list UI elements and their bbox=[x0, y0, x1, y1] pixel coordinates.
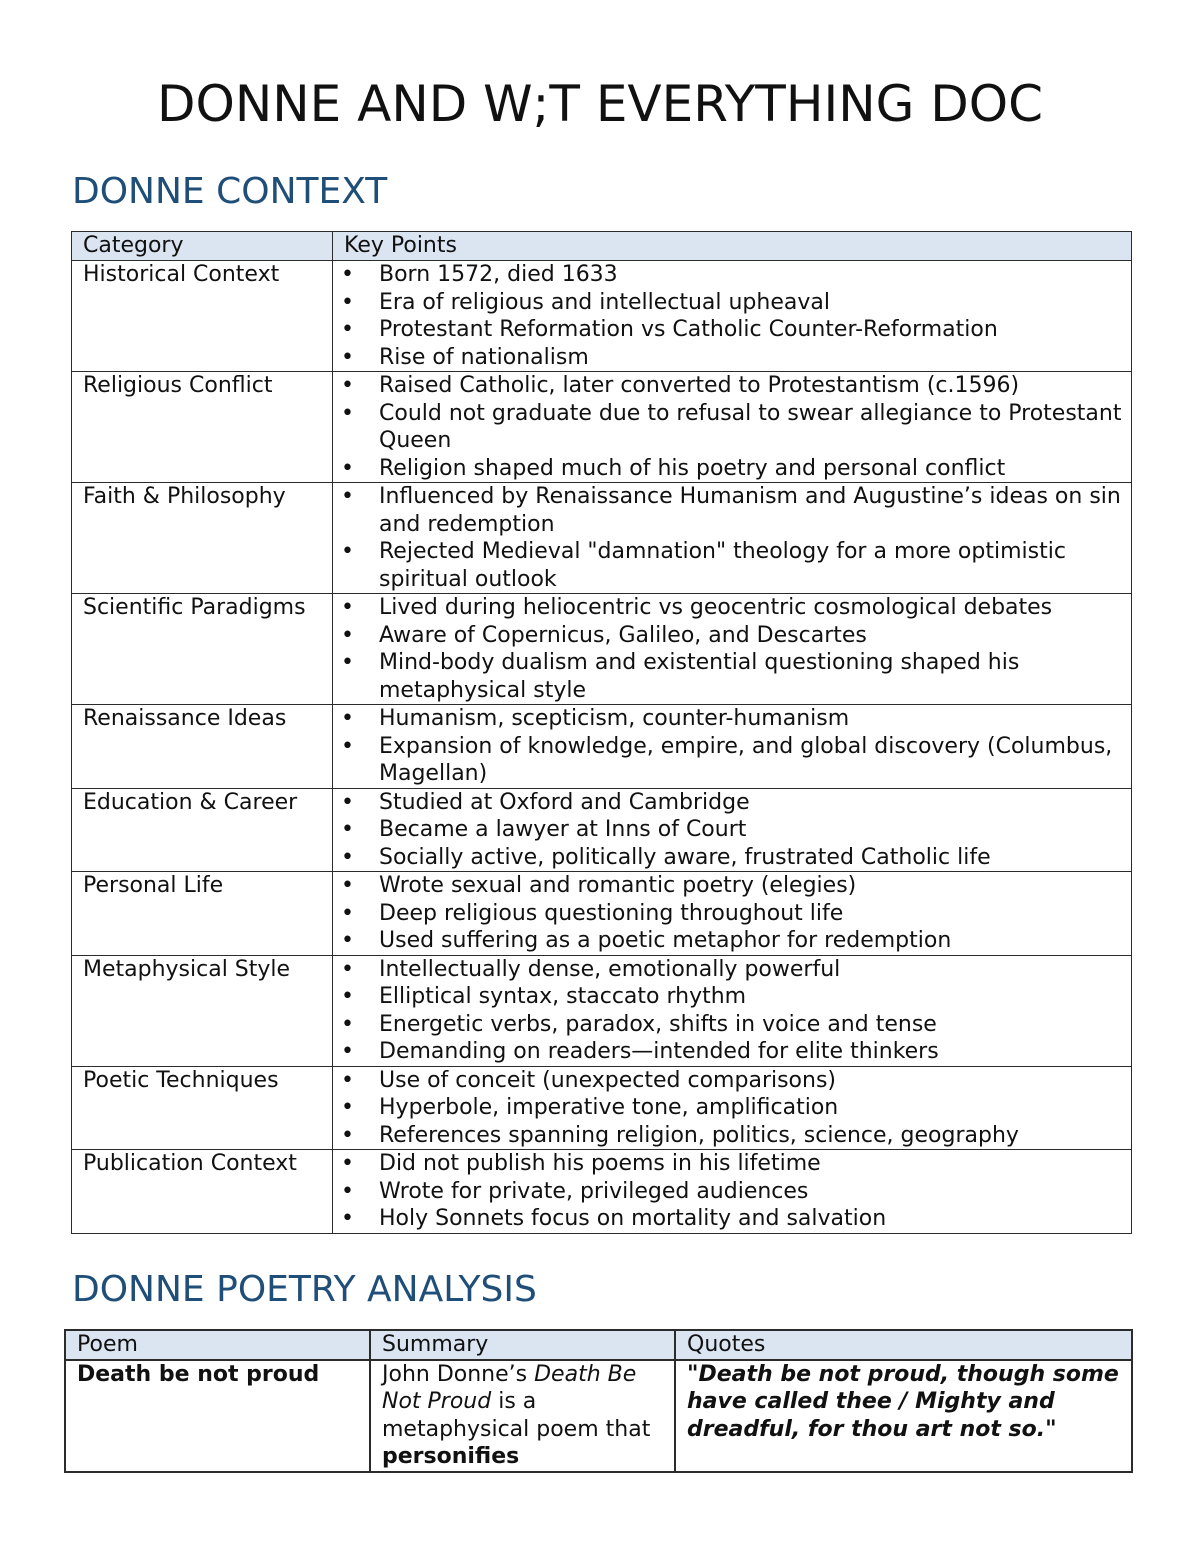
list-item: • Use of conceit (unexpected comparisons) bbox=[333, 1067, 1125, 1095]
list-item: • Elliptical syntax, staccato rhythm bbox=[333, 983, 1125, 1011]
key-points-list bbox=[333, 705, 1125, 788]
list-item: • Energetic verbs, paradox, shifts in voice and tense bbox=[333, 1011, 1125, 1039]
list-item: • Studied at Oxford and Cambridge bbox=[333, 789, 1125, 817]
table-row bbox=[72, 872, 1132, 956]
key-points-list bbox=[333, 1067, 1125, 1150]
list-item: • Mind-body dualism and existential questioning shaped his metaphysical style bbox=[333, 649, 1125, 704]
column-header-quotes: Quotes bbox=[675, 1330, 1132, 1360]
table-header-row bbox=[65, 1330, 1132, 1360]
key-points-cell bbox=[333, 594, 1132, 705]
key-points-cell bbox=[333, 1150, 1132, 1234]
list-item: • Demanding on readers—intended for elite thinkers bbox=[333, 1038, 1125, 1066]
table-row bbox=[72, 1150, 1132, 1234]
list-item: • Used suffering as a poetic metaphor for redemption bbox=[333, 927, 1125, 955]
key-points-list bbox=[333, 1150, 1125, 1233]
list-item: • Humanism, scepticism, counter-humanism bbox=[333, 705, 1125, 733]
context-table bbox=[71, 231, 1132, 1234]
table-row bbox=[72, 372, 1132, 483]
table-row bbox=[72, 788, 1132, 872]
key-points-list bbox=[333, 594, 1125, 704]
table-row bbox=[65, 1360, 1132, 1472]
list-item: • Wrote for private, privileged audiences bbox=[333, 1178, 1125, 1206]
key-points-list bbox=[333, 483, 1125, 593]
key-points-cell bbox=[333, 788, 1132, 872]
table-header-row bbox=[72, 232, 1132, 261]
list-item: • Holy Sonnets focus on mortality and salvation bbox=[333, 1205, 1125, 1233]
list-item: • Deep religious questioning throughout life bbox=[333, 900, 1125, 928]
category-cell: Education & Career bbox=[72, 788, 333, 872]
list-item: • Era of religious and intellectual upheaval bbox=[333, 289, 1125, 317]
key-points-list bbox=[333, 956, 1125, 1066]
list-item: • Lived during heliocentric vs geocentric cosmological debates bbox=[333, 594, 1125, 622]
column-header-category: Category bbox=[72, 232, 333, 261]
category-cell: Religious Conflict bbox=[72, 372, 333, 483]
list-item: • References spanning religion, politics, science, geography bbox=[333, 1122, 1125, 1150]
list-item: • Raised Catholic, later converted to Protestantism (c.1596) bbox=[333, 372, 1125, 400]
category-cell: Metaphysical Style bbox=[72, 955, 333, 1066]
table-row bbox=[72, 1066, 1132, 1150]
key-points-cell bbox=[333, 483, 1132, 594]
list-item: • Aware of Copernicus, Galileo, and Descartes bbox=[333, 622, 1125, 650]
list-item: • Rise of nationalism bbox=[333, 344, 1125, 372]
column-header-summary: Summary bbox=[370, 1330, 675, 1360]
key-points-list bbox=[333, 872, 1125, 955]
list-item: • Rejected Medieval "damnation" theology for a more optimistic spiritual outlook bbox=[333, 538, 1125, 593]
document-title: DONNE AND W;T EVERYTHING DOC bbox=[156, 75, 1044, 133]
key-points-cell bbox=[333, 955, 1132, 1066]
poetry-table bbox=[64, 1329, 1133, 1473]
table-row bbox=[72, 594, 1132, 705]
list-item: • Wrote sexual and romantic poetry (elegies) bbox=[333, 872, 1125, 900]
category-cell: Faith & Philosophy bbox=[72, 483, 333, 594]
summary-text: is a metaphysical poem that bbox=[382, 1389, 651, 1442]
key-points-cell bbox=[333, 705, 1132, 789]
summary-emphasis: personifies bbox=[382, 1444, 520, 1469]
category-cell: Renaissance Ideas bbox=[72, 705, 333, 789]
category-cell: Poetic Techniques bbox=[72, 1066, 333, 1150]
list-item: • Socially active, politically aware, frustrated Catholic life bbox=[333, 844, 1125, 872]
section-heading-poetry: DONNE POETRY ANALYSIS bbox=[72, 1269, 537, 1310]
list-item: • Religion shaped much of his poetry and personal conflict bbox=[333, 455, 1125, 483]
list-item: • Intellectually dense, emotionally powerful bbox=[333, 956, 1125, 984]
table-row bbox=[72, 955, 1132, 1066]
category-cell: Personal Life bbox=[72, 872, 333, 956]
poem-quote: "Death be not proud, though some have called thee / Mighty and dreadful, for thou art not so." bbox=[675, 1360, 1132, 1472]
table-row bbox=[72, 261, 1132, 372]
category-cell: Scientific Paradigms bbox=[72, 594, 333, 705]
list-item: • Born 1572, died 1633 bbox=[333, 261, 1125, 289]
poem-title: Death be not proud bbox=[65, 1360, 370, 1472]
list-item: • Protestant Reformation vs Catholic Counter-Reformation bbox=[333, 316, 1125, 344]
list-item: • Hyperbole, imperative tone, amplification bbox=[333, 1094, 1125, 1122]
summary-poem-title: Death Be Not Proud bbox=[382, 1361, 637, 1414]
poem-summary bbox=[370, 1360, 675, 1472]
list-item: • Did not publish his poems in his lifetime bbox=[333, 1150, 1125, 1178]
section-heading-context: DONNE CONTEXT bbox=[72, 171, 388, 212]
key-points-cell bbox=[333, 1066, 1132, 1150]
key-points-list bbox=[333, 261, 1125, 371]
summary-text: John Donne’s bbox=[382, 1361, 535, 1387]
key-points-list bbox=[333, 789, 1125, 872]
key-points-cell bbox=[333, 872, 1132, 956]
key-points-cell bbox=[333, 372, 1132, 483]
list-item: • Became a lawyer at Inns of Court bbox=[333, 816, 1125, 844]
list-item: • Expansion of knowledge, empire, and global discovery (Columbus, Magellan) bbox=[333, 733, 1125, 788]
category-cell: Publication Context bbox=[72, 1150, 333, 1234]
category-cell: Historical Context bbox=[72, 261, 333, 372]
key-points-cell bbox=[333, 261, 1132, 372]
key-points-list bbox=[333, 372, 1125, 482]
list-item: • Could not graduate due to refusal to swear allegiance to Protestant Queen bbox=[333, 400, 1125, 455]
table-row bbox=[72, 483, 1132, 594]
table-row bbox=[72, 705, 1132, 789]
column-header-poem: Poem bbox=[65, 1330, 370, 1360]
column-header-key-points: Key Points bbox=[333, 232, 1132, 261]
list-item: • Influenced by Renaissance Humanism and Augustine’s ideas on sin and redemption bbox=[333, 483, 1125, 538]
